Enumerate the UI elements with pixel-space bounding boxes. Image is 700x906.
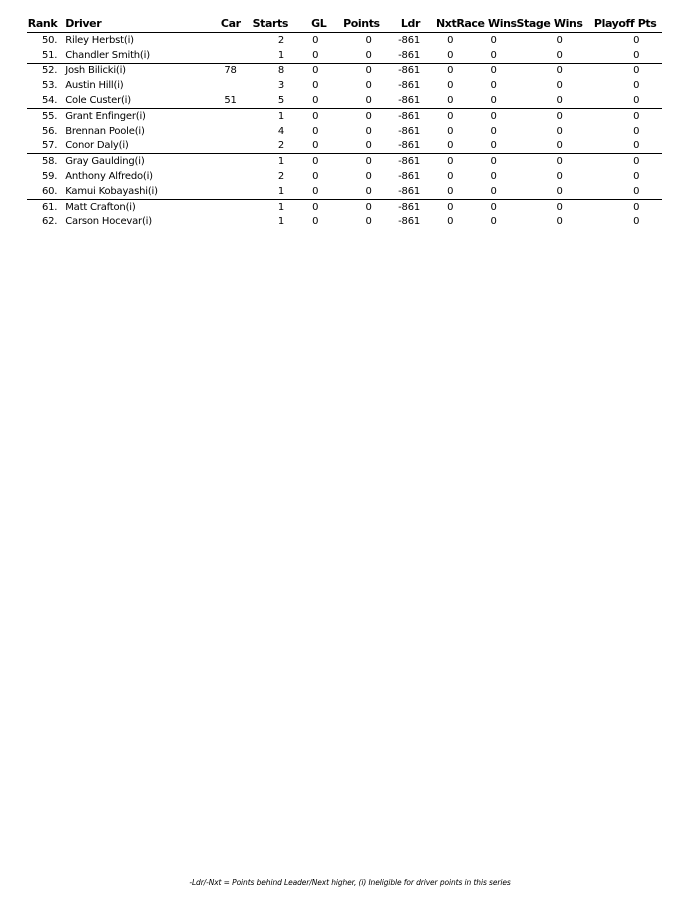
stage-wins-cell: 0 [511, 199, 589, 214]
car-cell [206, 33, 240, 48]
points-cell: 0 [365, 80, 372, 92]
car-cell [206, 124, 240, 139]
table-row [27, 48, 662, 63]
race-wins-cell: 0 [490, 95, 497, 107]
playoff-pts-cell: 0 [633, 140, 640, 152]
nxt-cell: 0 [447, 185, 454, 197]
starts-cell: 1 [241, 154, 288, 169]
stage-wins-cell: 0 [556, 125, 563, 137]
race-wins-cell: 0 [490, 125, 497, 137]
gl-cell: 0 [288, 108, 326, 123]
race-wins-cell: 0 [456, 154, 510, 169]
stage-wins-cell: 0 [556, 140, 563, 152]
nxt-cell: 0 [447, 216, 454, 228]
playoff-pts-cell: 0 [633, 171, 640, 183]
car-cell [206, 169, 240, 184]
driver-cell: Brennan Poole(i) [65, 125, 145, 137]
gl-cell: 0 [312, 171, 319, 183]
stage-wins-cell: 0 [556, 185, 563, 197]
gl-cell: 0 [312, 80, 319, 92]
starts-cell: 2 [277, 140, 285, 152]
gl-cell: 0 [288, 63, 326, 78]
race-wins-cell: 0 [490, 185, 497, 197]
stage-wins-cell: 0 [556, 34, 563, 46]
playoff-pts-cell: 0 [633, 216, 640, 228]
driver-cell: Riley Herbst(i) [65, 34, 134, 46]
nxt-cell: 0 [447, 140, 454, 152]
playoff-pts-cell: 0 [588, 63, 662, 78]
ldr-cell: -861 [398, 95, 421, 107]
header-points: Points [326, 14, 379, 33]
gl-cell: 0 [312, 49, 319, 61]
header-car: Car [206, 14, 240, 33]
car-cell [206, 184, 240, 199]
starts-cell: 1 [241, 199, 288, 214]
car-cell [206, 139, 240, 154]
driver-cell: Kamui Kobayashi(i) [65, 185, 158, 197]
stage-wins-cell: 0 [511, 108, 589, 123]
gl-cell: 0 [312, 34, 319, 46]
table-row [27, 139, 662, 154]
rank-cell: 56. [41, 125, 58, 137]
rank-cell: 62. [41, 216, 58, 228]
playoff-pts-cell: 0 [633, 95, 640, 107]
starts-cell: 1 [277, 49, 285, 61]
points-cell: 0 [326, 199, 379, 214]
playoff-pts-cell: 0 [588, 199, 662, 214]
playoff-pts-cell: 0 [633, 49, 640, 61]
rank-cell: 59. [41, 171, 58, 183]
table-row [27, 108, 662, 123]
points-cell: 0 [326, 63, 379, 78]
points-cell: 0 [365, 171, 372, 183]
table-row [27, 33, 662, 48]
ldr-cell: -861 [380, 108, 420, 123]
header-row [27, 14, 662, 33]
playoff-pts-cell: 0 [633, 80, 640, 92]
ldr-cell: -861 [380, 199, 420, 214]
car-cell [206, 48, 240, 63]
stage-wins-cell: 0 [556, 95, 563, 107]
ldr-cell: -861 [398, 34, 421, 46]
rank-cell: 61. [27, 199, 60, 214]
starts-cell: 2 [277, 171, 285, 183]
playoff-pts-cell: 0 [633, 34, 640, 46]
header-race-wins: Race Wins [456, 14, 510, 33]
rank-cell: 51. [41, 49, 58, 61]
points-cell: 0 [365, 140, 372, 152]
gl-cell: 0 [312, 185, 319, 197]
standings-table [27, 14, 662, 229]
starts-cell: 4 [277, 125, 285, 137]
header-starts: Starts [241, 14, 288, 33]
rank-cell: 57. [41, 140, 58, 152]
ldr-cell: -861 [398, 140, 421, 152]
stage-wins-cell: 0 [511, 63, 589, 78]
rank-cell: 55. [27, 108, 60, 123]
driver-cell: Grant Enfinger(i) [60, 108, 206, 123]
nxt-cell: 0 [447, 49, 454, 61]
ldr-cell: -861 [380, 63, 420, 78]
driver-cell: Chandler Smith(i) [65, 49, 150, 61]
car-cell [206, 108, 240, 123]
gl-cell: 0 [312, 125, 319, 137]
race-wins-cell: 0 [490, 171, 497, 183]
race-wins-cell: 0 [456, 199, 510, 214]
nxt-cell: 0 [447, 95, 454, 107]
header-playoff-pts: Playoff Pts [588, 14, 662, 33]
car-cell: 78 [206, 63, 240, 78]
stage-wins-cell: 0 [511, 154, 589, 169]
driver-cell: Carson Hocevar(i) [65, 216, 152, 228]
rank-cell: 58. [27, 154, 60, 169]
rank-cell: 60. [41, 185, 58, 197]
stage-wins-cell: 0 [556, 216, 563, 228]
header-rank: Rank [27, 14, 60, 33]
stage-wins-cell: 0 [556, 49, 563, 61]
points-cell: 0 [326, 154, 379, 169]
header-nxt: Nxt [420, 14, 456, 33]
nxt-cell: 0 [447, 80, 454, 92]
nxt-cell: 0 [447, 34, 454, 46]
driver-cell: Austin Hill(i) [65, 80, 124, 92]
car-cell [206, 215, 240, 230]
ldr-cell: -861 [398, 80, 421, 92]
starts-cell: 3 [277, 80, 285, 92]
table-row [27, 199, 662, 214]
gl-cell: 0 [312, 140, 319, 152]
ldr-cell: -861 [398, 49, 421, 61]
starts-cell: 1 [277, 216, 285, 228]
ldr-cell: -861 [398, 216, 421, 228]
gl-cell: 0 [288, 199, 326, 214]
rank-cell: 52. [27, 63, 60, 78]
header-driver: Driver [60, 14, 206, 33]
driver-cell: Gray Gaulding(i) [60, 154, 206, 169]
stage-wins-cell: 0 [556, 171, 563, 183]
points-cell: 0 [365, 49, 372, 61]
nxt-cell: 0 [447, 171, 454, 183]
nxt-cell: 0 [447, 125, 454, 137]
car-cell [206, 78, 240, 93]
header-ldr: Ldr [380, 14, 420, 33]
table-row [27, 124, 662, 139]
points-cell: 0 [365, 216, 372, 228]
playoff-pts-cell: 0 [588, 154, 662, 169]
table-row [27, 215, 662, 230]
footnote: -Ldr/-Nxt = Points behind Leader/Next higher, (i) Ineligible for driver points in this series [189, 878, 511, 887]
race-wins-cell: 0 [490, 140, 497, 152]
starts-cell: 2 [277, 34, 285, 46]
car-cell: 51 [224, 95, 237, 107]
rank-cell: 50. [41, 34, 58, 46]
starts-cell: 8 [241, 63, 288, 78]
driver-cell: Matt Crafton(i) [60, 199, 206, 214]
gl-cell: 0 [312, 95, 319, 107]
rank-cell: 53. [41, 80, 58, 92]
points-cell: 0 [365, 95, 372, 107]
stage-wins-cell: 0 [556, 80, 563, 92]
gl-cell: 0 [312, 216, 319, 228]
race-wins-cell: 0 [490, 80, 497, 92]
gl-cell: 0 [288, 154, 326, 169]
table-row [27, 93, 662, 108]
playoff-pts-cell: 0 [588, 108, 662, 123]
table-row [27, 78, 662, 93]
points-cell: 0 [365, 34, 372, 46]
driver-cell: Anthony Alfredo(i) [65, 171, 153, 183]
ldr-cell: -861 [398, 185, 421, 197]
driver-cell: Cole Custer(i) [65, 95, 131, 107]
starts-cell: 1 [241, 108, 288, 123]
ldr-cell: -861 [398, 125, 421, 137]
points-cell: 0 [365, 185, 372, 197]
rank-cell: 54. [41, 95, 58, 107]
race-wins-cell: 0 [456, 108, 510, 123]
ldr-cell: -861 [380, 154, 420, 169]
header-stage-wins: Stage Wins [511, 14, 589, 33]
race-wins-cell: 0 [490, 34, 497, 46]
race-wins-cell: 0 [490, 216, 497, 228]
points-cell: 0 [326, 108, 379, 123]
points-cell: 0 [365, 125, 372, 137]
car-cell [206, 199, 240, 214]
race-wins-cell: 0 [456, 63, 510, 78]
nxt-cell: 0 [420, 108, 456, 123]
playoff-pts-cell: 0 [633, 185, 640, 197]
driver-cell: Josh Bilicki(i) [60, 63, 206, 78]
race-wins-cell: 0 [490, 49, 497, 61]
table-row [27, 184, 662, 199]
ldr-cell: -861 [398, 171, 421, 183]
table-row [27, 154, 662, 169]
header-gl: GL [288, 14, 326, 33]
starts-cell: 5 [277, 95, 285, 107]
nxt-cell: 0 [420, 154, 456, 169]
table-row [27, 63, 662, 78]
driver-cell: Conor Daly(i) [65, 140, 129, 152]
playoff-pts-cell: 0 [633, 125, 640, 137]
nxt-cell: 0 [420, 199, 456, 214]
nxt-cell: 0 [420, 63, 456, 78]
starts-cell: 1 [277, 185, 285, 197]
table-row [27, 169, 662, 184]
car-cell [206, 154, 240, 169]
